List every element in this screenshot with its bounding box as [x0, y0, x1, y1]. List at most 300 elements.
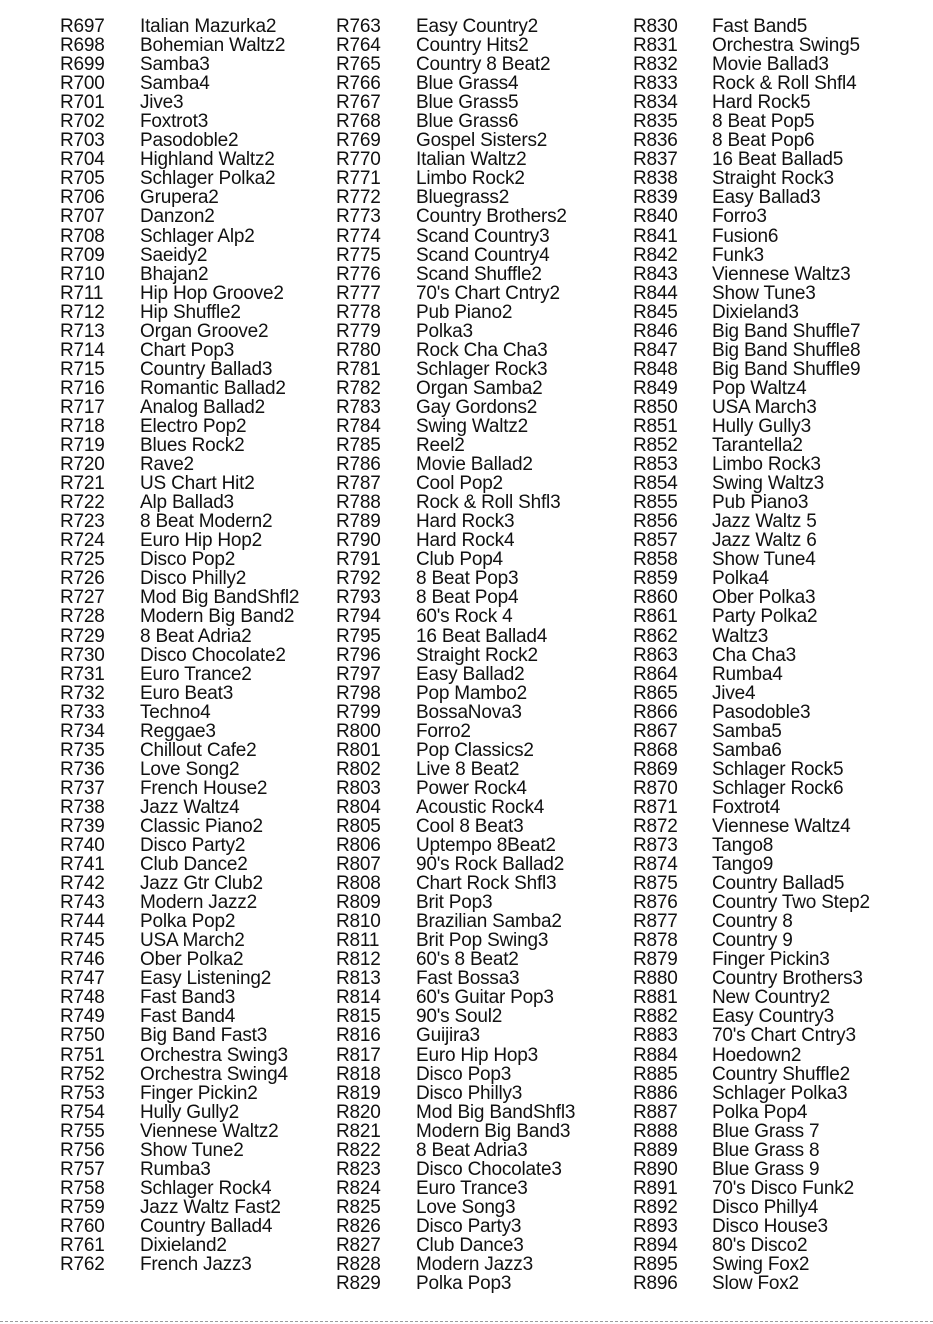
- rhythm-name: Slow Fox2: [712, 1273, 799, 1295]
- rhythm-code: R885: [633, 1063, 678, 1085]
- rhythm-name: Show Tune2: [140, 1139, 244, 1161]
- rhythm-name: Chillout Cafe2: [140, 739, 257, 761]
- rhythm-code: R830: [633, 16, 678, 37]
- rhythm-name: Bohemian Waltz2: [140, 35, 286, 57]
- rhythm-code: R875: [633, 873, 678, 895]
- rhythm-row: [336, 1046, 575, 1065]
- rhythm-row: [633, 703, 870, 722]
- rhythm-code: R860: [633, 587, 678, 609]
- rhythm-row: [60, 227, 299, 246]
- rhythm-row: [633, 855, 870, 874]
- rhythm-row: [60, 379, 299, 398]
- rhythm-code: R725: [60, 549, 105, 571]
- rhythm-row: [60, 74, 299, 93]
- rhythm-code: R851: [633, 415, 678, 437]
- rhythm-code: R847: [633, 339, 678, 361]
- rhythm-row: [336, 531, 575, 550]
- rhythm-row: [336, 1141, 575, 1160]
- rhythm-name: Modern Jazz2: [140, 892, 257, 914]
- rhythm-code: R846: [633, 320, 678, 342]
- rhythm-row: [336, 550, 575, 569]
- rhythm-name: Tango8: [712, 835, 774, 857]
- rhythm-row: [60, 550, 299, 569]
- rhythm-name: Organ Samba2: [416, 377, 543, 399]
- rhythm-name: Easy Ballad3: [712, 187, 821, 209]
- rhythm-name: Highland Waltz2: [140, 149, 275, 171]
- rhythm-name: Modern Big Band2: [140, 606, 295, 628]
- rhythm-code: R845: [633, 301, 678, 323]
- rhythm-name: Fusion6: [712, 225, 779, 247]
- rhythm-name: Gospel Sisters2: [416, 130, 548, 152]
- rhythm-name: Hully Gully3: [712, 415, 811, 437]
- rhythm-row: [336, 512, 575, 531]
- rhythm-name: Hard Rock3: [416, 511, 515, 533]
- rhythm-row: [336, 646, 575, 665]
- rhythm-row: [336, 455, 575, 474]
- rhythm-code: R729: [60, 625, 105, 647]
- rhythm-code: R730: [60, 644, 105, 666]
- rhythm-name: Pop Classics2: [416, 739, 534, 761]
- rhythm-row: [60, 417, 299, 436]
- rhythm-code: R871: [633, 796, 678, 818]
- rhythm-code: R882: [633, 1006, 678, 1028]
- rhythm-row: [336, 74, 575, 93]
- rhythm-code: R793: [336, 587, 381, 609]
- rhythm-name: Alp Ballad3: [140, 492, 234, 514]
- rhythm-code: R784: [336, 415, 381, 437]
- rhythm-name: Disco Philly2: [140, 568, 247, 590]
- rhythm-code: R800: [336, 720, 381, 742]
- rhythm-code: R713: [60, 320, 105, 342]
- rhythm-row: [633, 798, 870, 817]
- rhythm-row: [633, 112, 870, 131]
- rhythm-row: [60, 741, 299, 760]
- rhythm-name: Pub Piano3: [712, 492, 809, 514]
- rhythm-row: [60, 55, 299, 74]
- rhythm-code: R811: [336, 930, 380, 952]
- rhythm-name: Country Hits2: [416, 35, 529, 57]
- rhythm-name: Blue Grass6: [416, 111, 519, 133]
- rhythm-code: R806: [336, 835, 381, 857]
- rhythm-code: R848: [633, 358, 678, 380]
- rhythm-name: Club Pop4: [416, 549, 503, 571]
- rhythm-row: [60, 607, 299, 626]
- rhythm-code: R844: [633, 282, 678, 304]
- rhythm-name: Swing Fox2: [712, 1254, 810, 1276]
- rhythm-row: [336, 1084, 575, 1103]
- rhythm-name: Disco Philly4: [712, 1196, 819, 1218]
- rhythm-row: [633, 836, 870, 855]
- rhythm-row: [60, 569, 299, 588]
- rhythm-name: Euro Hip Hop2: [140, 530, 263, 552]
- rhythm-row: [60, 1255, 299, 1274]
- rhythm-row: [633, 988, 870, 1007]
- rhythm-row: [60, 17, 299, 36]
- rhythm-row: [336, 969, 575, 988]
- rhythm-code: R855: [633, 492, 678, 514]
- rhythm-column-2: [336, 17, 575, 1293]
- rhythm-name: Chart Rock Shfl3: [416, 873, 557, 895]
- rhythm-code: R850: [633, 396, 678, 418]
- rhythm-row: [60, 455, 299, 474]
- rhythm-code: R727: [60, 587, 105, 609]
- rhythm-code: R769: [336, 130, 381, 152]
- rhythm-row: [633, 931, 870, 950]
- rhythm-name: Live 8 Beat2: [416, 758, 520, 780]
- rhythm-code: R864: [633, 663, 678, 685]
- rhythm-code: R710: [60, 263, 105, 285]
- rhythm-name: Waltz3: [712, 625, 769, 647]
- rhythm-name: Classic Piano2: [140, 815, 263, 837]
- rhythm-name: Club Dance2: [140, 854, 248, 876]
- rhythm-name: Chart Pop3: [140, 339, 235, 361]
- rhythm-row: [336, 417, 575, 436]
- rhythm-name: 90's Soul2: [416, 1006, 503, 1028]
- rhythm-code: R770: [336, 149, 381, 171]
- rhythm-row: [633, 912, 870, 931]
- rhythm-name: Danzon2: [140, 206, 215, 228]
- rhythm-code: R835: [633, 111, 678, 133]
- rhythm-code: R833: [633, 73, 678, 95]
- rhythm-name: Pasodoble2: [140, 130, 239, 152]
- rhythm-name: 8 Beat Pop3: [416, 568, 519, 590]
- rhythm-row: [60, 1217, 299, 1236]
- rhythm-code: R888: [633, 1120, 678, 1142]
- rhythm-name: Cool Pop2: [416, 473, 503, 495]
- rhythm-name: Euro Trance3: [416, 1177, 528, 1199]
- rhythm-name: Easy Country2: [416, 16, 539, 37]
- rhythm-name: Big Band Shuffle7: [712, 320, 861, 342]
- rhythm-row: [633, 512, 870, 531]
- rhythm-name: Euro Trance2: [140, 663, 252, 685]
- rhythm-code: R894: [633, 1235, 678, 1256]
- rhythm-row: [336, 741, 575, 760]
- rhythm-name: Rave2: [140, 454, 194, 476]
- rhythm-code: R771: [336, 168, 381, 190]
- rhythm-row: [633, 627, 870, 646]
- rhythm-code: R757: [60, 1158, 105, 1180]
- rhythm-code: R776: [336, 263, 381, 285]
- rhythm-name: BossaNova3: [416, 701, 522, 723]
- rhythm-row: [60, 893, 299, 912]
- rhythm-row: [60, 1141, 299, 1160]
- rhythm-row: [60, 1179, 299, 1198]
- rhythm-name: Fast Band4: [140, 1006, 236, 1028]
- rhythm-name: Jazz Waltz4: [140, 796, 240, 818]
- rhythm-name: Orchestra Swing5: [712, 35, 860, 57]
- rhythm-name: Movie Ballad3: [712, 54, 829, 76]
- rhythm-code: R881: [633, 987, 678, 1009]
- rhythm-name: Disco Philly3: [416, 1082, 523, 1104]
- rhythm-row: [60, 169, 299, 188]
- rhythm-row: [60, 684, 299, 703]
- rhythm-row: [336, 188, 575, 207]
- rhythm-row: [60, 950, 299, 969]
- rhythm-name: Jive3: [140, 92, 184, 114]
- rhythm-row: [336, 912, 575, 931]
- rhythm-name: Schlager Polka2: [140, 168, 276, 190]
- rhythm-name: Big Band Shuffle8: [712, 339, 861, 361]
- rhythm-name: Club Dance3: [416, 1235, 524, 1256]
- rhythm-row: [60, 779, 299, 798]
- rhythm-row: [633, 817, 870, 836]
- rhythm-name: Italian Waltz2: [416, 149, 527, 171]
- rhythm-code: R797: [336, 663, 381, 685]
- rhythm-row: [633, 1065, 870, 1084]
- rhythm-code: R794: [336, 606, 381, 628]
- rhythm-code: R861: [633, 606, 678, 628]
- rhythm-name: 60's Guitar Pop3: [416, 987, 554, 1009]
- rhythm-column-3: [633, 17, 870, 1293]
- rhythm-name: Country Ballad3: [140, 358, 273, 380]
- rhythm-code: R779: [336, 320, 381, 342]
- rhythm-code: R709: [60, 244, 105, 266]
- rhythm-row: [633, 1236, 870, 1255]
- rhythm-code: R733: [60, 701, 105, 723]
- rhythm-code: R807: [336, 854, 381, 876]
- rhythm-name: Pub Piano2: [416, 301, 513, 323]
- rhythm-name: Rock & Roll Shfl3: [416, 492, 561, 514]
- rhythm-row: [336, 836, 575, 855]
- rhythm-code: R741: [60, 854, 105, 876]
- rhythm-code: R808: [336, 873, 381, 895]
- rhythm-name: 8 Beat Pop4: [416, 587, 519, 609]
- rhythm-row: [336, 436, 575, 455]
- rhythm-name: Orchestra Swing3: [140, 1044, 288, 1066]
- rhythm-row: [633, 1007, 870, 1026]
- rhythm-name: Organ Groove2: [140, 320, 269, 342]
- rhythm-code: R734: [60, 720, 105, 742]
- rhythm-row: [60, 131, 299, 150]
- rhythm-row: [633, 303, 870, 322]
- rhythm-name: Uptempo 8Beat2: [416, 835, 556, 857]
- rhythm-row: [633, 474, 870, 493]
- rhythm-code: R698: [60, 35, 105, 57]
- rhythm-row: [336, 950, 575, 969]
- rhythm-name: US Chart Hit2: [140, 473, 255, 495]
- rhythm-row: [633, 1198, 870, 1217]
- rhythm-name: 16 Beat Ballad4: [416, 625, 548, 647]
- rhythm-code: R759: [60, 1196, 105, 1218]
- rhythm-code: R803: [336, 777, 381, 799]
- rhythm-name: Jazz Waltz Fast2: [140, 1196, 281, 1218]
- rhythm-code: R805: [336, 815, 381, 837]
- rhythm-row: [60, 798, 299, 817]
- rhythm-name: 80's Disco2: [712, 1235, 808, 1256]
- rhythm-row: [336, 493, 575, 512]
- rhythm-name: Polka Pop2: [140, 911, 236, 933]
- rhythm-code: R750: [60, 1025, 105, 1047]
- rhythm-row: [633, 550, 870, 569]
- rhythm-name: Party Polka2: [712, 606, 818, 628]
- rhythm-row: [633, 588, 870, 607]
- rhythm-row: [60, 912, 299, 931]
- rhythm-code: R854: [633, 473, 678, 495]
- rhythm-code: R722: [60, 492, 105, 514]
- rhythm-code: R705: [60, 168, 105, 190]
- rhythm-name: Disco Party2: [140, 835, 246, 857]
- rhythm-name: Pop Mambo2: [416, 682, 528, 704]
- rhythm-name: 60's 8 Beat2: [416, 949, 519, 971]
- rhythm-code: R768: [336, 111, 381, 133]
- rhythm-name: 16 Beat Ballad5: [712, 149, 844, 171]
- rhythm-name: Disco Pop2: [140, 549, 236, 571]
- rhythm-name: Country Brothers3: [712, 968, 863, 990]
- rhythm-name: Disco Chocolate2: [140, 644, 286, 666]
- rhythm-name: New Country2: [712, 987, 830, 1009]
- rhythm-row: [633, 722, 870, 741]
- rhythm-code: R799: [336, 701, 381, 723]
- rhythm-code: R815: [336, 1006, 381, 1028]
- rhythm-code: R839: [633, 187, 678, 209]
- rhythm-code: R790: [336, 530, 381, 552]
- rhythm-name: Forro3: [712, 206, 767, 228]
- rhythm-name: Power Rock4: [416, 777, 527, 799]
- rhythm-code: R829: [336, 1273, 381, 1295]
- rhythm-row: [60, 474, 299, 493]
- rhythm-row: [336, 207, 575, 226]
- rhythm-code: R719: [60, 435, 105, 457]
- rhythm-code: R789: [336, 511, 381, 533]
- rhythm-row: [60, 1065, 299, 1084]
- rhythm-name: Big Band Shuffle9: [712, 358, 861, 380]
- rhythm-code: R787: [336, 473, 381, 495]
- rhythm-row: [336, 893, 575, 912]
- rhythm-name: Samba3: [140, 54, 210, 76]
- rhythm-name: Mod Big BandShfl2: [140, 587, 300, 609]
- rhythm-row: [60, 207, 299, 226]
- rhythm-name: Rock Cha Cha3: [416, 339, 548, 361]
- rhythm-row: [336, 474, 575, 493]
- rhythm-name: Guijira3: [416, 1025, 480, 1047]
- rhythm-name: 70's Chart Cntry3: [712, 1025, 856, 1047]
- rhythm-row: [633, 1103, 870, 1122]
- rhythm-row: [336, 246, 575, 265]
- rhythm-code: R756: [60, 1139, 105, 1161]
- rhythm-row: [336, 779, 575, 798]
- rhythm-code: R707: [60, 206, 105, 228]
- rhythm-code: R724: [60, 530, 105, 552]
- rhythm-row: [336, 817, 575, 836]
- rhythm-code: R697: [60, 16, 105, 37]
- rhythm-name: Techno4: [140, 701, 211, 723]
- rhythm-code: R874: [633, 854, 678, 876]
- rhythm-name: Dixieland3: [712, 301, 799, 323]
- rhythm-code: R748: [60, 987, 105, 1009]
- rhythm-row: [633, 1026, 870, 1045]
- rhythm-name: Saeidy2: [140, 244, 208, 266]
- rhythm-code: R836: [633, 130, 678, 152]
- rhythm-row: [60, 1007, 299, 1026]
- rhythm-code: R878: [633, 930, 678, 952]
- rhythm-row: [633, 493, 870, 512]
- rhythm-name: Blue Grass5: [416, 92, 519, 114]
- rhythm-name: Blue Grass 7: [712, 1120, 820, 1142]
- rhythm-name: Love Song3: [416, 1196, 516, 1218]
- rhythm-code: R879: [633, 949, 678, 971]
- rhythm-code: R708: [60, 225, 105, 247]
- rhythm-code: R883: [633, 1025, 678, 1047]
- rhythm-name: Big Band Fast3: [140, 1025, 268, 1047]
- rhythm-name: Disco Pop3: [416, 1063, 512, 1085]
- rhythm-code: R702: [60, 111, 105, 133]
- rhythm-name: Scand Shuffle2: [416, 263, 542, 285]
- rhythm-code: R838: [633, 168, 678, 190]
- rhythm-row: [336, 874, 575, 893]
- rhythm-row: [633, 150, 870, 169]
- rhythm-name: Blues Rock2: [140, 435, 245, 457]
- rhythm-row: [633, 607, 870, 626]
- rhythm-name: Finger Pickin2: [140, 1082, 258, 1104]
- rhythm-code: R701: [60, 92, 105, 114]
- rhythm-row: [60, 1026, 299, 1045]
- rhythm-code: R812: [336, 949, 381, 971]
- rhythm-name: Country Two Step2: [712, 892, 870, 914]
- rhythm-name: Schlager Rock5: [712, 758, 844, 780]
- rhythm-row: [633, 17, 870, 36]
- rhythm-name: Hard Rock4: [416, 530, 515, 552]
- rhythm-name: Modern Big Band3: [416, 1120, 571, 1142]
- rhythm-code: R715: [60, 358, 105, 380]
- rhythm-row: [633, 569, 870, 588]
- rhythm-name: Schlager Rock6: [712, 777, 844, 799]
- rhythm-name: Country Brothers2: [416, 206, 567, 228]
- rhythm-code: R706: [60, 187, 105, 209]
- rhythm-name: Rumba3: [140, 1158, 211, 1180]
- rhythm-name: Polka Pop3: [416, 1273, 512, 1295]
- rhythm-row: [60, 1122, 299, 1141]
- rhythm-row: [60, 588, 299, 607]
- rhythm-code: R841: [633, 225, 678, 247]
- rhythm-name: Country 8: [712, 911, 793, 933]
- rhythm-row: [633, 1274, 870, 1293]
- rhythm-name: Pasodoble3: [712, 701, 811, 723]
- rhythm-row: [60, 398, 299, 417]
- rhythm-row: [633, 188, 870, 207]
- rhythm-row: [633, 1141, 870, 1160]
- rhythm-code: R742: [60, 873, 105, 895]
- rhythm-code: R758: [60, 1177, 105, 1199]
- rhythm-name: Italian Mazurka2: [140, 16, 277, 37]
- rhythm-code: R765: [336, 54, 381, 76]
- rhythm-name: 8 Beat Adria2: [140, 625, 252, 647]
- rhythm-name: Ober Polka2: [140, 949, 244, 971]
- rhythm-code: R796: [336, 644, 381, 666]
- rhythm-row: [633, 741, 870, 760]
- rhythm-code: R820: [336, 1101, 381, 1123]
- rhythm-row: [633, 265, 870, 284]
- rhythm-row: [60, 360, 299, 379]
- rhythm-code: R732: [60, 682, 105, 704]
- rhythm-row: [336, 112, 575, 131]
- rhythm-name: Straight Rock3: [712, 168, 834, 190]
- rhythm-name: Scand Country4: [416, 244, 550, 266]
- rhythm-row: [60, 265, 299, 284]
- rhythm-code: R809: [336, 892, 381, 914]
- rhythm-name: Polka3: [416, 320, 473, 342]
- rhythm-code: R832: [633, 54, 678, 76]
- rhythm-code: R782: [336, 377, 381, 399]
- rhythm-code: R752: [60, 1063, 105, 1085]
- rhythm-code: R893: [633, 1215, 678, 1237]
- rhythm-code: R731: [60, 663, 105, 685]
- rhythm-row: [336, 1236, 575, 1255]
- rhythm-row: [60, 722, 299, 741]
- rhythm-row: [633, 341, 870, 360]
- rhythm-code: R786: [336, 454, 381, 476]
- rhythm-code: R738: [60, 796, 105, 818]
- rhythm-name: Modern Jazz3: [416, 1254, 533, 1276]
